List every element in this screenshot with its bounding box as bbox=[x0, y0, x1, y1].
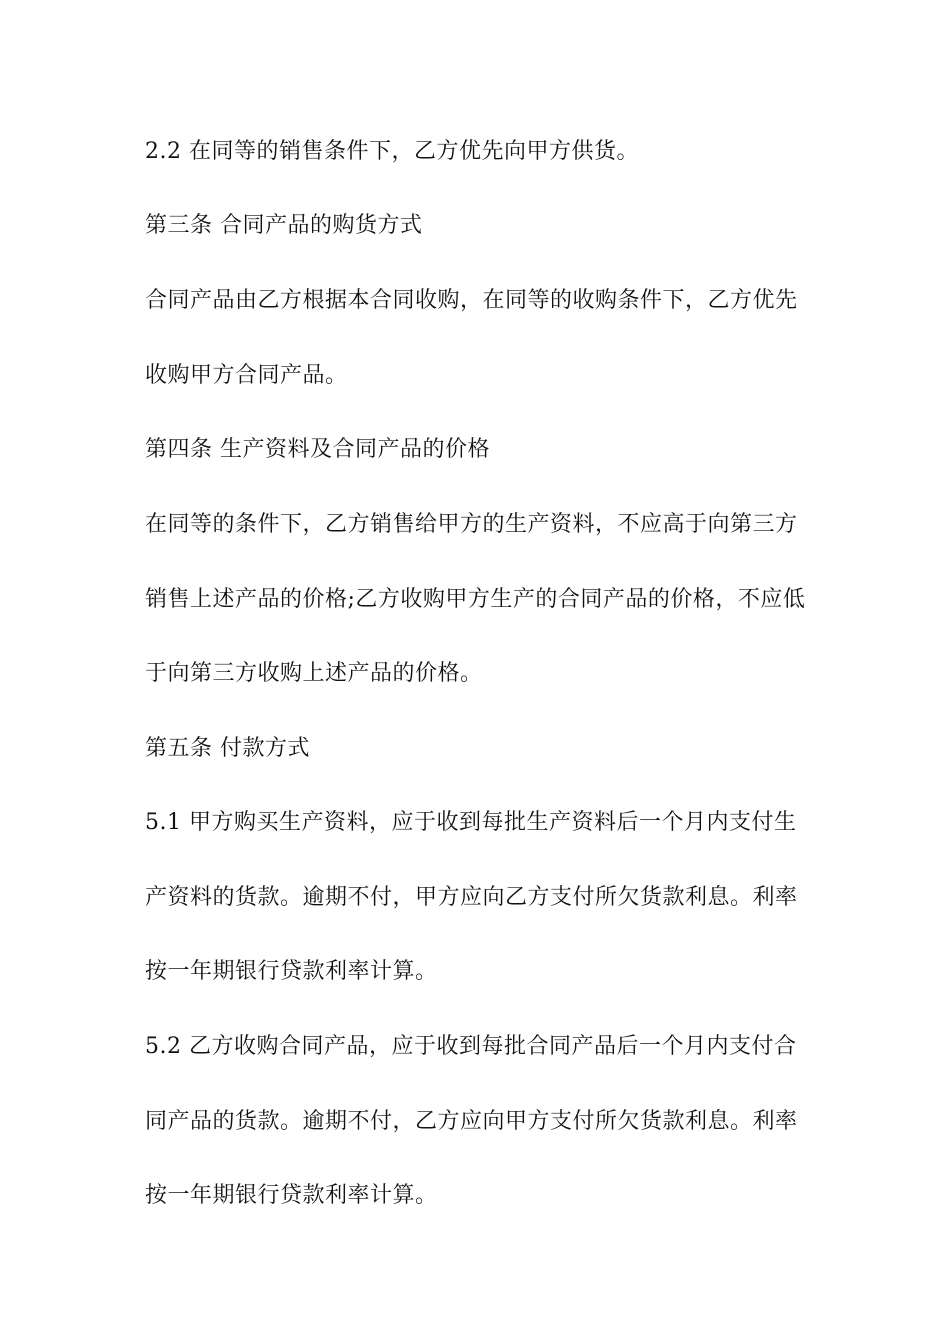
heading-article-5: 第五条 付款方式 bbox=[145, 736, 310, 761]
text-line-article-4-1: 在同等的条件下，乙方销售给甲方的生产资料，不应高于向第三方 bbox=[145, 512, 798, 537]
text-line-clause-5-1-a: 5.1 甲方购买生产资料，应于收到每批生产资料后一个月内支付生 bbox=[145, 810, 797, 835]
text-line-clause-5-1-b: 产资料的货款。逾期不付，甲方应向乙方支付所欠货款利息。利率 bbox=[145, 885, 798, 910]
text-line-clause-5-2-b: 同产品的货款。逾期不付，乙方应向甲方支付所欠货款利息。利率 bbox=[145, 1109, 798, 1134]
text-line-article-4-3: 于向第三方收购上述产品的价格。 bbox=[145, 661, 483, 686]
text-line-article-3-2: 收购甲方合同产品。 bbox=[145, 363, 348, 388]
text-line-clause-5-1-c: 按一年期银行贷款利率计算。 bbox=[145, 959, 438, 984]
heading-article-4: 第四条 生产资料及合同产品的价格 bbox=[145, 437, 490, 462]
text-line-article-3-1: 合同产品由乙方根据本合同收购，在同等的收购条件下，乙方优先 bbox=[145, 288, 798, 313]
text-line-clause-5-2-a: 5.2 乙方收购合同产品，应于收到每批合同产品后一个月内支付合 bbox=[145, 1034, 797, 1059]
text-line-clause-2-2: 2.2 在同等的销售条件下，乙方优先向甲方供货。 bbox=[145, 139, 639, 164]
text-line-article-4-2: 销售上述产品的价格;乙方收购甲方生产的合同产品的价格，不应低 bbox=[145, 587, 806, 612]
text-line-clause-5-2-c: 按一年期银行贷款利率计算。 bbox=[145, 1183, 438, 1208]
heading-article-3: 第三条 合同产品的购货方式 bbox=[145, 213, 423, 238]
